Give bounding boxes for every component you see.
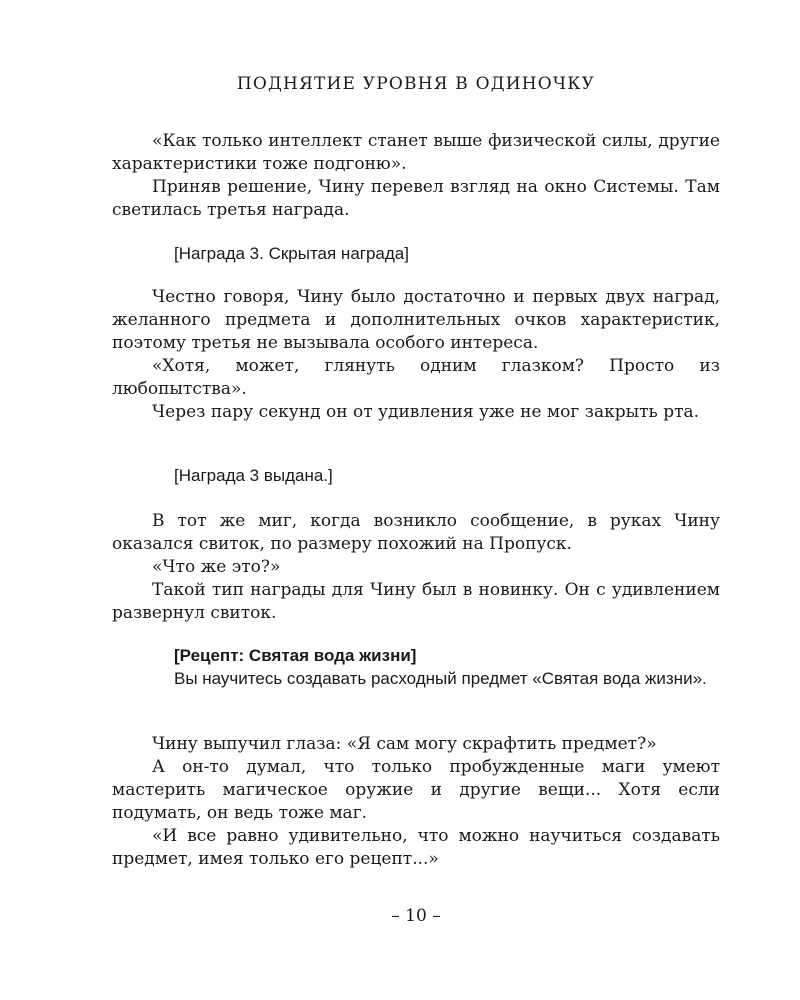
paragraph: «Хотя, может, глянуть одним глазком? Просто из любопытства». [112,356,720,399]
text-block-2 [112,286,720,424]
paragraph: «Что же это?» [152,557,281,577]
paragraph: Через пару секунд он от удивления уже не мог закрыть рта. [152,402,700,422]
paragraph: «И все равно удивительно, что можно научиться создавать предмет, имея только его рецепт...» [112,826,720,869]
paragraph: А он-то думал, что только пробужденные маги умеют мастерить магическое оружие и другие вещи... Хотя если подумать, он ведь тоже маг. [112,757,720,823]
text-block-3 [112,510,720,625]
running-header: ПОДНЯТИЕ УРОВНЯ В ОДИНОЧКУ [236,74,596,94]
paragraph: В тот же миг, когда возникло сообщение, в руках Чину оказался свиток, по размеру похожий на Пропуск. [112,511,720,554]
page-number: – 10 – [391,906,441,926]
paragraph: Приняв решение, Чину перевел взгляд на окно Системы. Там светилась третья награда. [112,177,720,220]
system-recipe-title: [Рецепт: Святая вода жизни] [174,646,417,665]
paragraph: Честно говоря, Чину было достаточно и первых двух наград, желанного предмета и дополнительных очков характеристик, поэтому третья не вызывала особого интереса. [112,287,720,353]
system-message-reward-given: [Награда 3 выдана.] [174,466,333,485]
paragraph: «Как только интеллект станет выше физической силы, другие характеристики тоже подгоню». [112,131,720,174]
book-page [112,0,720,1000]
paragraph: Такой тип награды для Чину был в новинку. Он с удивлением развернул свиток. [112,580,720,623]
paragraph: Чину выпучил глаза: «Я сам могу скрафтить предмет?» [152,734,657,754]
system-recipe-text: Вы научитесь создавать расходный предмет «Святая вода жизни». [174,669,707,688]
system-message-hidden-reward: [Награда 3. Скрытая награда] [174,244,409,263]
text-block-1 [112,130,720,222]
text-block-4 [112,733,720,871]
